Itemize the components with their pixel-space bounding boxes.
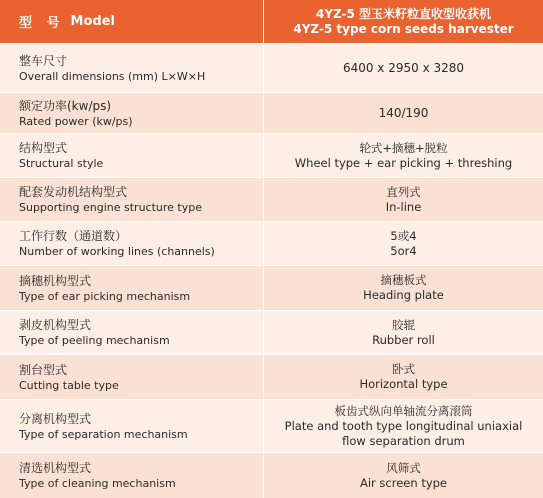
row-value-en: Heading plate <box>363 288 444 302</box>
row-label-zh: 整车尺寸 <box>19 53 68 68</box>
row-label-en: Type of ear picking mechanism <box>19 289 191 303</box>
row-value-en: Air screen type <box>359 475 448 490</box>
row-value-en: Wheel type + ear picking + threshing <box>294 155 513 170</box>
table-row <box>0 44 543 93</box>
row-value-zh: 直列式 <box>386 184 421 199</box>
table-row <box>0 222 543 266</box>
table-row <box>0 355 543 400</box>
row-label-zh: 配套发动机结构型式 <box>19 185 128 199</box>
row-label-en: Structural style <box>19 157 104 170</box>
row-label-zh: 剥皮机构型式 <box>19 318 92 332</box>
row-value-en: Horizontal type <box>359 377 448 391</box>
row-value-cell <box>264 400 543 452</box>
table-row <box>0 311 543 355</box>
table-row <box>0 134 543 178</box>
row-label-cell <box>0 134 264 177</box>
row-value-en-line1: Plate and tooth type longitudinal uniaxial <box>284 418 523 433</box>
table-row <box>0 400 543 453</box>
row-label-zh: 清选机构型式 <box>19 461 92 475</box>
header-product-zh: 4YZ-5 型玉米籽粒直收型收获机 <box>315 6 492 21</box>
row-label-en: Type of peeling mechanism <box>19 334 170 347</box>
table-row <box>0 93 543 134</box>
row-label-zh: 分离机构型式 <box>19 411 92 426</box>
row-value-zh: 卧式 <box>392 362 415 376</box>
row-value-en-line2: flow separation drum <box>342 433 465 448</box>
table-header <box>0 0 543 44</box>
header-product-en: 4YZ-5 type corn seeds harvester <box>293 21 514 36</box>
header-product-cell <box>264 0 543 43</box>
row-label-zh: 额定功率(kw/ps) <box>19 98 112 113</box>
row-value-cell <box>264 134 543 177</box>
row-value-zh: 轮式+摘穗+脱粒 <box>359 140 448 155</box>
row-value-cell <box>264 266 543 310</box>
header-model-zh: 型 号 <box>19 16 65 31</box>
table-row <box>0 453 543 498</box>
row-label-cell <box>0 355 264 399</box>
row-label-en: Type of separation mechanism <box>19 427 188 441</box>
row-label-cell <box>0 400 264 452</box>
row-value-en: 5or4 <box>390 243 417 258</box>
row-value-cell <box>264 311 543 354</box>
row-value-zh: 5或4 <box>390 228 417 243</box>
row-value-cell <box>264 178 543 221</box>
row-value-zh: 板齿式纵向单轴流分离滚筒 <box>334 403 473 418</box>
row-value-cell <box>264 453 543 498</box>
row-value-cell <box>264 222 543 265</box>
row-value-en: In-line <box>385 199 422 214</box>
row-value-en: Rubber roll <box>372 332 435 347</box>
row-label-en: Cutting table type <box>19 378 119 392</box>
table-row <box>0 266 543 311</box>
row-label-zh: 工作行数（通道数） <box>19 229 128 243</box>
row-value-zh: 摘穗板式 <box>380 273 427 287</box>
row-label-cell <box>0 178 264 221</box>
row-value-zh: 风筛式 <box>386 460 421 475</box>
header-model-en: Model <box>70 14 115 29</box>
row-label-zh: 割台型式 <box>19 362 68 377</box>
row-value: 140/190 <box>378 105 429 120</box>
row-label-cell <box>0 222 264 265</box>
row-label-en: Supporting engine structure type <box>19 201 202 214</box>
header-model-cell <box>0 0 264 43</box>
row-label-cell <box>0 311 264 354</box>
row-label-cell <box>0 93 264 133</box>
table-row <box>0 178 543 222</box>
row-value-zh: 胶辊 <box>392 317 415 332</box>
row-value-cell <box>264 93 543 133</box>
row-label-zh: 摘穗机构型式 <box>19 273 92 288</box>
row-label-zh: 结构型式 <box>19 141 68 155</box>
row-label-en: Overall dimensions (mm) L×W×H <box>19 69 206 83</box>
row-value: 6400 x 2950 x 3280 <box>342 60 465 75</box>
row-label-cell <box>0 453 264 498</box>
row-label-en: Type of cleaning mechanism <box>19 477 176 490</box>
row-label-en: Rated power (kw/ps) <box>19 114 133 128</box>
row-label-en: Number of working lines (channels) <box>19 245 215 258</box>
row-label-cell <box>0 266 264 310</box>
row-value-cell <box>264 44 543 92</box>
row-value-cell <box>264 355 543 399</box>
row-label-cell <box>0 44 264 92</box>
